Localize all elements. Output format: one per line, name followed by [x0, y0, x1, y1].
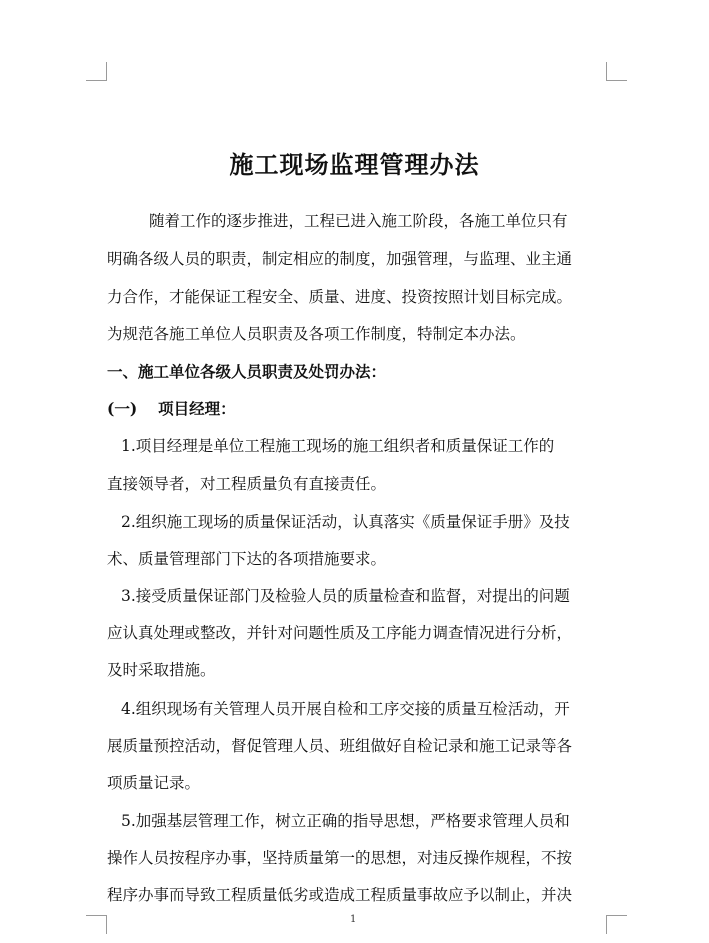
- document-title: 施工现场监理管理办法: [229, 150, 480, 179]
- item-line-7: 及时采取措施。: [107, 661, 216, 679]
- item-line-5: 3.接受质量保证部门及检验人员的质量检查和监督，对提出的问题: [121, 587, 570, 605]
- crop-mark-top-right: [606, 62, 627, 81]
- item-line-6: 应认真处理或整改，并针对问题性质及工序能力调查情况进行分析，: [107, 624, 573, 642]
- item-line-10: 项质量记录。: [107, 774, 201, 792]
- intro-line-1: 随着工作的逐步推进，工程已进入施工阶段，各施工单位只有: [149, 212, 568, 230]
- item-line-3: 2.组织施工现场的质量保证活动，认真落实《质量保证手册》及技: [121, 513, 570, 531]
- item-line-2: 直接领导者，对工程质量负有直接责任。: [107, 475, 387, 493]
- crop-mark-bottom-left: [86, 915, 107, 934]
- item-line-8: 4.组织现场有关管理人员开展自检和工序交接的质量互检活动，开: [121, 700, 570, 718]
- section-heading: 一、施工单位各级人员职责及处罚办法：: [107, 362, 387, 381]
- crop-mark-top-left: [86, 62, 107, 81]
- item-line-13: 程序办事而导致工程质量低劣或造成工程质量事故应予以制止，并决: [107, 886, 573, 904]
- subsection-heading: (一) 项目经理：: [107, 399, 236, 418]
- page-number: 1: [350, 914, 357, 925]
- intro-line-4: 为规范各施工单位人员职责及各项工作制度，特制定本办法。: [107, 325, 526, 343]
- crop-mark-bottom-right: [606, 915, 627, 934]
- item-line-11: 5.加强基层管理工作，树立正确的指导思想，严格要求管理人员和: [121, 812, 570, 830]
- intro-line-2: 明确各级人员的职责，制定相应的制度，加强管理，与监理、业主通: [107, 250, 573, 268]
- intro-line-3: 力合作，才能保证工程安全、质量、进度、投资按照计划目标完成。: [107, 288, 573, 306]
- item-line-12: 操作人员按程序办事，坚持质量第一的思想，对违反操作规程，不按: [107, 849, 573, 867]
- item-line-1: 1.项目经理是单位工程施工现场的施工组织者和质量保证工作的: [121, 437, 555, 455]
- item-line-4: 术、质量管理部门下达的各项措施要求。: [107, 550, 387, 568]
- item-line-9: 展质量预控活动，督促管理人员、班组做好自检记录和施工记录等各: [107, 737, 573, 755]
